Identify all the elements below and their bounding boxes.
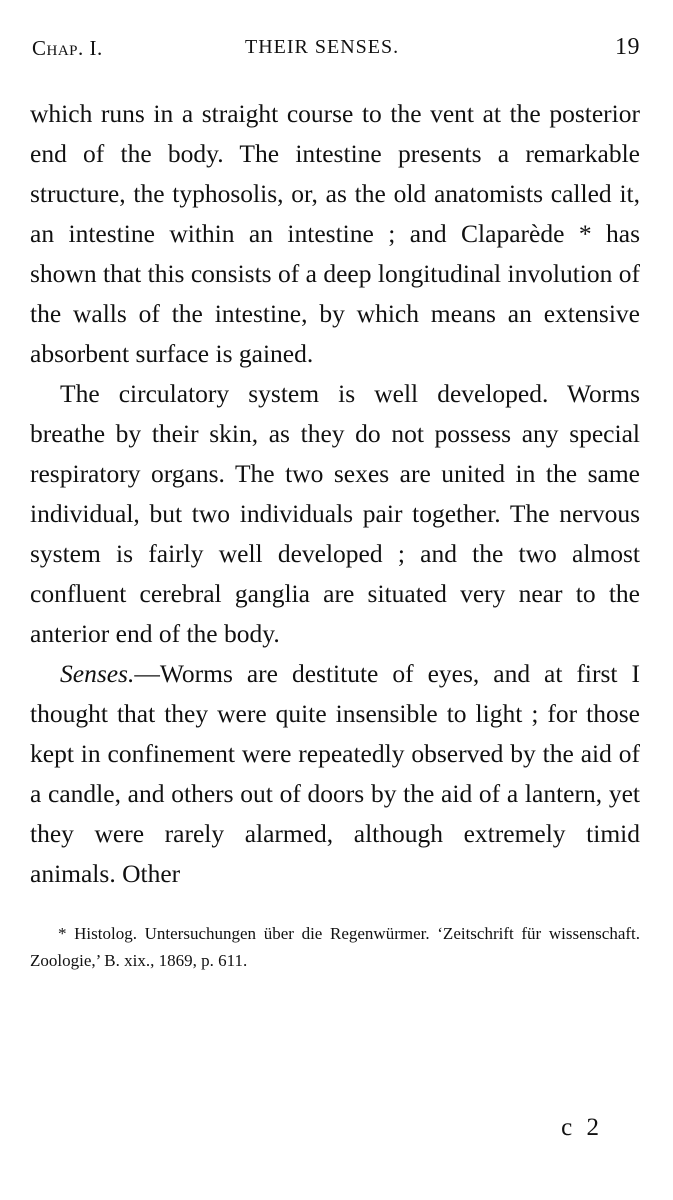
paragraph-circulatory	[30, 374, 640, 654]
body-text	[30, 94, 640, 894]
page-number: 19	[615, 34, 640, 60]
book-page	[30, 30, 640, 974]
section-lead-in: Senses.	[60, 659, 135, 688]
paragraph-text: The circulatory system is well developed. Worms breathe by their skin, as they do not possess any special respiratory organs. The two sexes are united in the same individual, but two individuals pair together. The nervous system is fairly well developed ; and the two almost confluent cerebral ganglia are situated very near to the anterior end of the body.	[30, 379, 640, 648]
paragraph-senses	[30, 654, 640, 894]
paragraph-continuation	[30, 94, 640, 374]
paragraph-text: which runs in a straight course to the vent at the posterior end of the body. The intestine presents a remarkable structure, the typhosolis, or, as the old anatomists called it, an intestine within an intestine ; and Claparède * has shown that this consists of a deep longitudinal involution of the walls of the intestine, by which means an extensive absorbent surface is gained.	[30, 99, 640, 368]
footnote: * Histolog. Untersuchungen über die Regenwürmer. ‘Zeitschrift für wissenschaft. Zoologie,’ B. xix., 1869, p. 611.	[30, 924, 640, 970]
footnotes	[30, 920, 640, 974]
running-title: THEIR SENSES.	[245, 36, 400, 58]
signature-mark: c 2	[561, 1114, 603, 1141]
paragraph-text: —Worms are destitute of eyes, and at first I thought that they were quite insensible to light ; for those kept in confinement were repeatedly observed by the aid of a candle, and others out of doors by the aid of a lantern, yet they were rarely alarmed, although extremely timid animals. Other	[30, 659, 640, 888]
running-head	[30, 30, 640, 70]
chapter-label: Chap. I.	[32, 36, 103, 60]
